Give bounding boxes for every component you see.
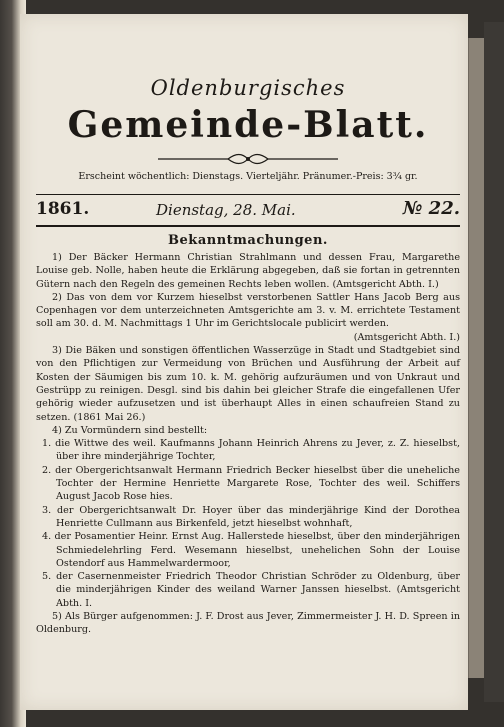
publication-info: Erscheint wöchentlich: Dienstags. Vierteljähr. Pränumer.-Preis: 3¾ gr. <box>78 171 418 182</box>
issue-number: № 22. <box>402 198 460 219</box>
issue-year: 1861. <box>36 199 90 219</box>
notice-list-item: 3. der Obergerichtsanwalt Dr. Hoyer über das minderjährige Kind der Dorothea Henriette Cullmann aus Birkenfeld, jetzt hieselbst wohnhaft, <box>42 504 460 529</box>
notice-paragraph: 2) Das von dem vor Kurzem hieselbst verstorbenen Sattler Hans Jacob Berg aus Copenhagen vor dem unterzeichneten Amtsgerichte am 3. v. M. errichtete Testament soll am 30. d. M. Nachmittags 1 Uhr im Gerichtslocale publicirt werden. <box>36 291 460 330</box>
notice-list-item: 1. die Wittwe des weil. Kaufmanns Johann Heinrich Ahrens zu Jever, z. Z. hieselbst, über ihre minderjährige Tochter, <box>42 438 460 463</box>
notice-list-item: 5. der Casernenmeister Friedrich Theodor Christian Schröder zu Oldenburg, über die minderjährigen Kinder des weiland Warner Janssen hieselbst. (Amtsgericht Abth. I. <box>42 571 460 609</box>
notice-paragraph: (Amtsgericht Abth. I.) <box>353 331 460 343</box>
notices-body <box>36 251 460 637</box>
notice-paragraph: 5) Als Bürger aufgenommen: J. F. Drost aus Jever, Zimmermeister J. H. D. Spreen in Oldenburg. <box>36 611 460 636</box>
issue-bar <box>36 194 460 227</box>
issue-date: Dienstag, 28. Mai. <box>156 201 296 219</box>
notice-paragraph: 4) Zu Vormündern sind bestellt: <box>52 424 208 436</box>
notice-paragraph: 1) Der Bäcker Hermann Christian Strahlmann und dessen Frau, Margarethe Louise geb. Nolle, haben heute die Erklärung abgegeben, daß sie fortan in getrennten Gütern nach den Regeln des gemeinen Rechts leben wollen. (Amtsgericht Abth. I.) <box>36 252 460 290</box>
masthead-small-title: Oldenburgisches <box>150 76 346 100</box>
section-title: Bekanntmachungen. <box>168 233 328 248</box>
cover-edge <box>468 38 485 678</box>
notice-list-item: 2. der Obergerichtsanwalt Hermann Friedrich Becker hieselbst über die uneheliche Tochter der Hermine Henriette Margarete Rose, Tochter des weil. Schiffers August Jacob Rose hies. <box>42 464 460 503</box>
notice-list-item: 4. der Posamentier Heinr. Ernst Aug. Hallerstede hieselbst, über den minderjährigen Schmiedelehrling Ferd. Wesemann hieselbst, unehelichen Sohn der Louise Ostendorf aus Hammelwardermoor, <box>42 531 460 569</box>
ornament-divider-icon <box>148 152 348 166</box>
notice-paragraph: 3) Die Bäken und sonstigen öffentlichen Wasserzüge in Stadt und Stadtgebiet sind von den Pflichtigen zur Vermeidung von Brüchen und Ausführung der Arbeit auf Kosten der Säumigen bis zum 10. k. M. gehörig aufzuräumen und von Unkraut und Gestrüpp zu reinigen. Desgl. sind bis dahin bei gleicher Strafe die eingefallenen Ufer gehörig wieder aufzusetzen und ist überhaupt Alles in einen schaufreien Stand zu setzen. (1861 Mai 26.) <box>36 345 460 423</box>
page-content <box>36 74 460 637</box>
paper-page <box>20 14 468 710</box>
cover-edge-dark <box>484 22 504 702</box>
masthead-big-title: Gemeinde-Blatt. <box>67 104 429 146</box>
